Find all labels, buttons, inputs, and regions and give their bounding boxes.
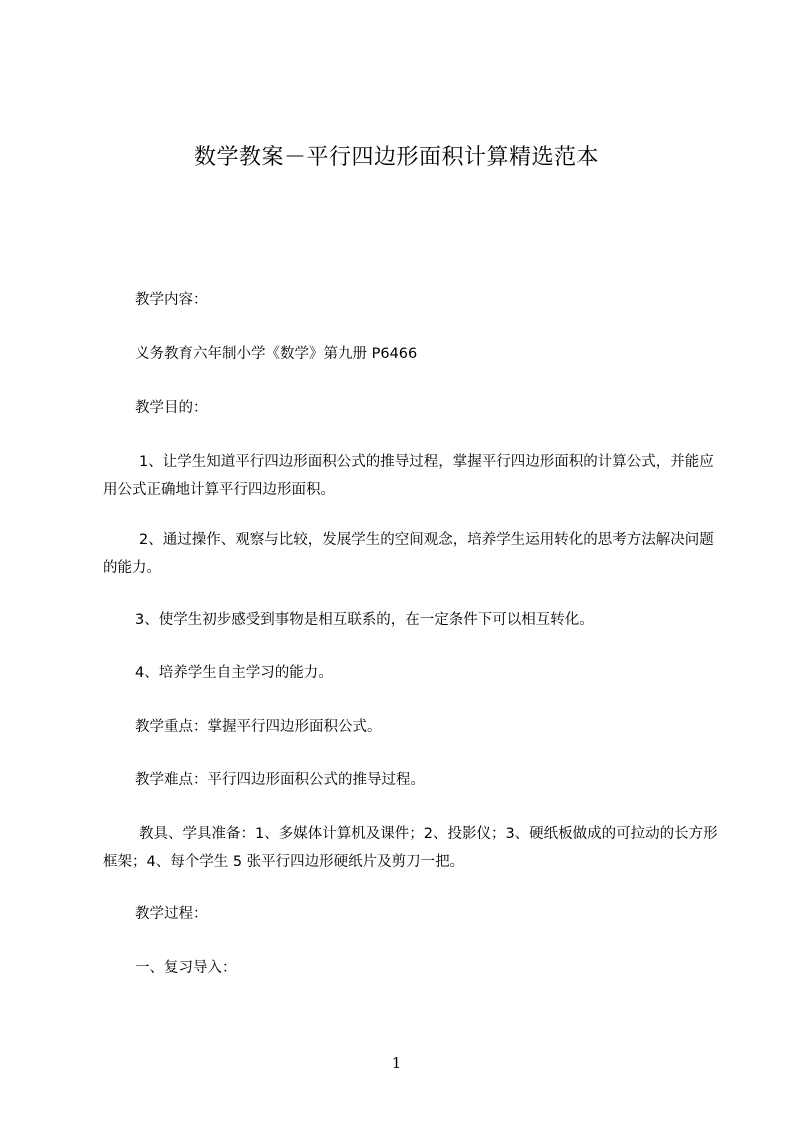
- document-title: 数学教案－平行四边形面积计算精选范本: [193, 145, 599, 170]
- paragraph-content-heading: 教学内容：: [135, 292, 208, 308]
- paragraph-materials: 教具、学具准备：1、多媒体计算机及课件；2、投影仪；3、硬纸板做成的可拉动的长方形框架；4、每个学生 5 张平行四边形硬纸片及剪刀一把。: [103, 826, 718, 870]
- paragraph-key-point: 教学重点：掌握平行四边形面积公式。: [135, 719, 382, 735]
- paragraph-objective-1: 1、让学生知道平行四边形面积公式的推导过程，掌握平行四边形面积的计算公式，并能应用公式正确地计算平行四边形面积。: [103, 454, 714, 498]
- paragraph-objective-3: 3、使学生初步感受到事物是相互联系的，在一定条件下可以相互转化。: [135, 612, 594, 628]
- paragraph-objective-2: 2、通过操作、观察与比较，发展学生的空间观念，培养学生运用转化的思考方法解决问题的能力。: [103, 532, 714, 576]
- paragraph-review-heading: 一、复习导入：: [135, 960, 237, 976]
- paragraph-textbook: 义务教育六年制小学《数学》第九册 P6466: [135, 346, 418, 362]
- paragraph-process-heading: 教学过程：: [135, 906, 208, 922]
- paragraph-difficulty: 教学难点：平行四边形面积公式的推导过程。: [135, 772, 425, 788]
- paragraph-objective-4: 4、培养学生自主学习的能力。: [135, 665, 333, 681]
- page-number: 1: [391, 1054, 402, 1072]
- paragraph-objectives-heading: 教学目的：: [135, 400, 208, 416]
